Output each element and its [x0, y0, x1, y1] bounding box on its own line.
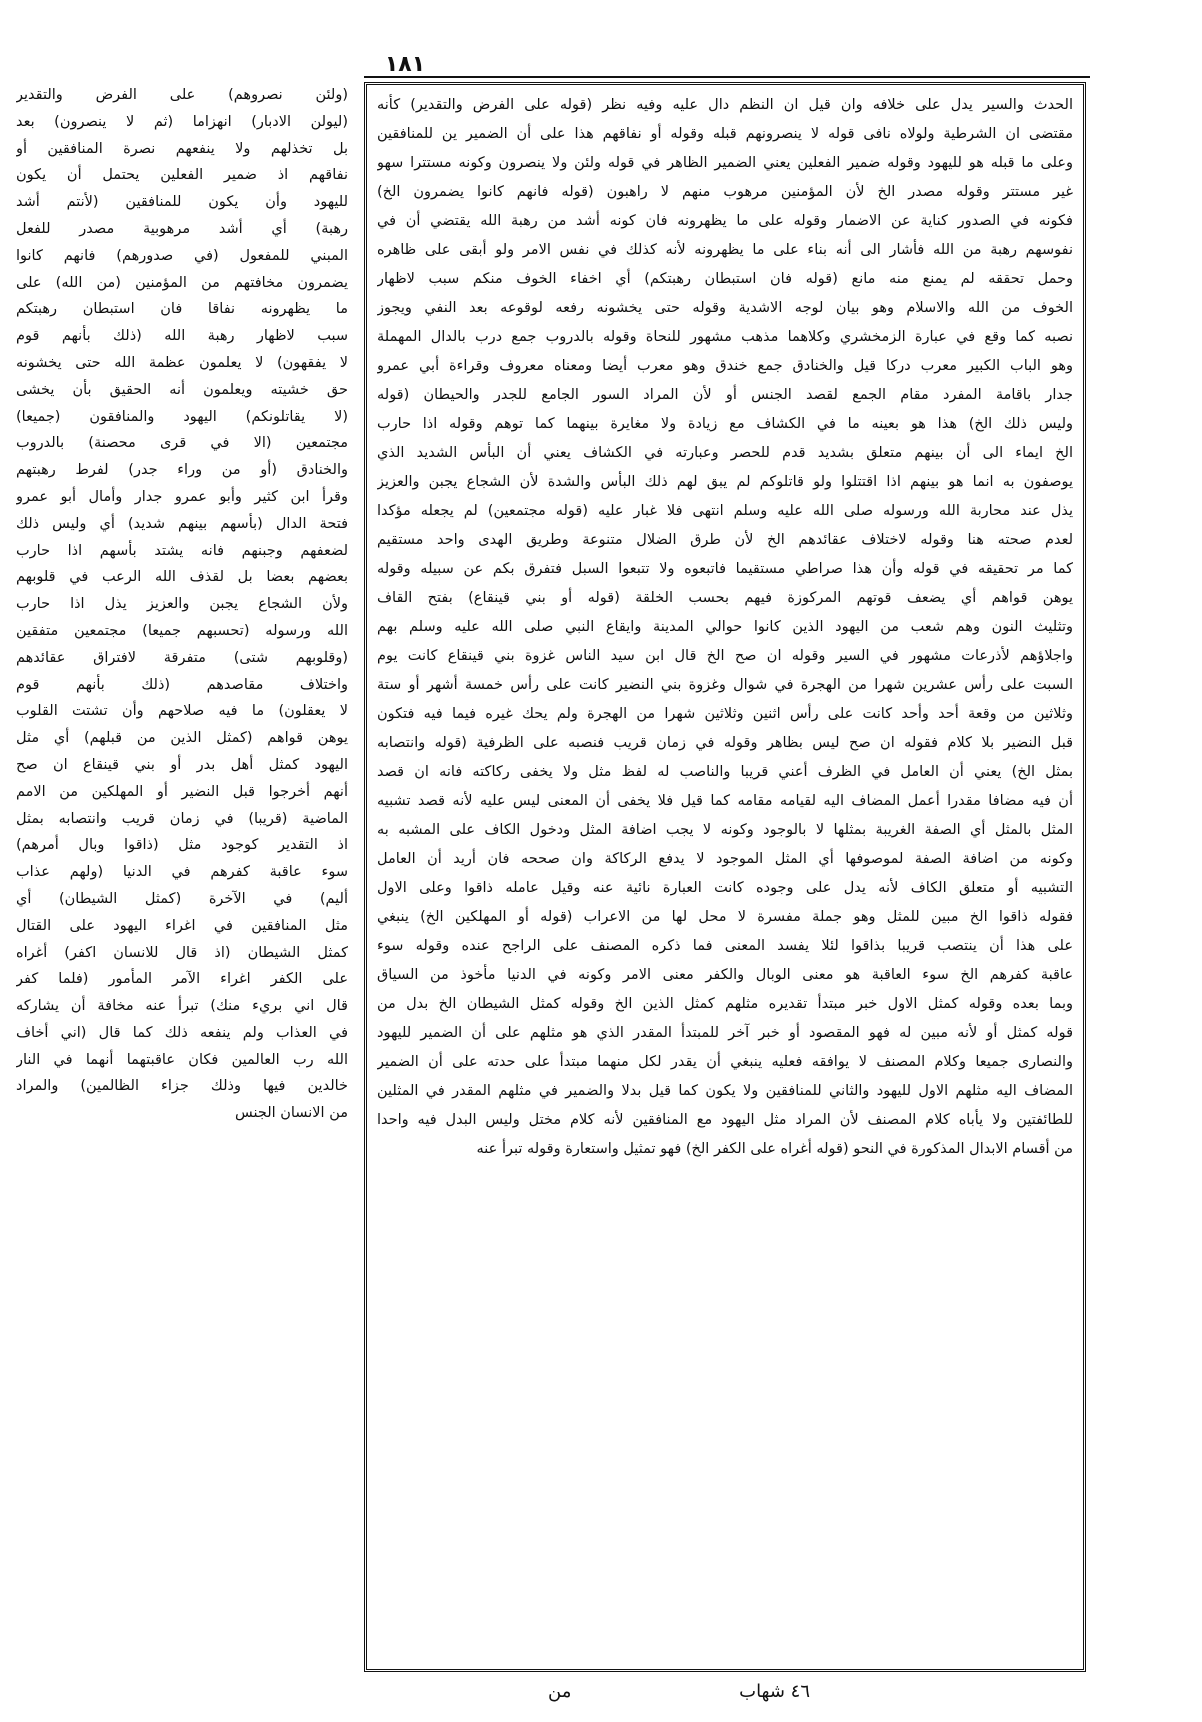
tafsir-line: سبب لاظهار رهبة الله (ذلك بأنهم قوم	[16, 328, 348, 345]
tafsir-line: والخنادق (أو من وراء جدر) لفرط رهبتهم	[16, 462, 348, 479]
tafsir-line: نفاقهم اذ ضمير الفعلين يحتمل أن يكون	[16, 167, 348, 184]
commentary-line: يوهن قواهم أي يضعف قوتهم المركوزة فيهم بحسب الخلقة (قوله أو بني قينقاع) بفتح القاف	[377, 590, 1073, 606]
commentary-line: وليس ذلك الخ) هذا هو بعينه ما في الكشاف مع زيادة ولا مغايرة بينهما كما توهم وقوله اذا حارب	[377, 416, 1073, 432]
tafsir-line: (لا يقاتلونكم) اليهود والمنافقون (جميعا)	[16, 408, 348, 425]
commentary-line: واجلاؤهم لأذرعات مشهور في السير وقوله ان صح الخ قال ابن سيد الناس غزوة بني قينقاع كانت يوم	[377, 648, 1073, 664]
commentary-line: جدار باقامة المفرد مقام الجمع لقصد الجنس أو لأن المراد السور الجامع للجدر والحيطان (قوله	[377, 387, 1073, 403]
tafsir-text	[16, 82, 348, 1127]
commentary-line: والنصارى جميعا وكلام المصنف لا يوافقه فعليه ينبغي أن يقدر لكل منهما مبتدأ على حدته على أن الضمير	[377, 1054, 1073, 1070]
tafsir-line: لضعفهم وجبنهم فانه يشتد بأسهم اذا حارب	[16, 542, 348, 559]
tafsir-line: بل تخذلهم ولا ينفعهم نصرة المنافقين أو	[16, 140, 348, 157]
tafsir-line: سوء عاقبة كفرهم في الدنيا (ولهم عذاب	[16, 864, 348, 881]
footer-catchword: من	[548, 1681, 572, 1702]
commentary-line: نفوسهم رهبة من الله فأشار الى أنه بناء على ما يظهرونه لأنه كذلك في نفس الامر ولو أبقى على ظاهره	[377, 242, 1073, 258]
commentary-line: الخ ايماء الى أن بينهم متعلق بشديد قدم للحصر وعبارته في الكشاف يعني أن البأس الشديد الذي	[377, 445, 1073, 461]
header-rule	[364, 76, 1090, 78]
commentary-line: وتثليث النون وهم شعب من اليهود الذين كانوا حوالي المدينة وايقاع النبي صلى الله عليه وسلم بهم	[377, 619, 1073, 635]
commentary-line: السبت على رأس عشرين شهرا من الهجرة في شوال وغزوة بني النضير كانت على رأس خمسة أشهر أو ستة	[377, 677, 1073, 693]
commentary-line: وثلاثين من وقعة أحد وأحد كانت على رأس اثنين وثلاثين شهرا من الهجرة ولم يحك غيره فيما فيه فتكون	[377, 706, 1073, 722]
commentary-line: عاقبة كفرهم الخ سوء العاقبة هو معنى الوبال والكفر معنى الامر وكونه في الدنيا مأخوذ من السياق	[377, 967, 1073, 983]
commentary-line: وهو الباب الكبير معرب دركا قيل والخنادق جمع خندق وهو معرب أيضا ومعناه معروف وقراءة أبي عمرو	[377, 358, 1073, 374]
commentary-line: على هذا أن ينتصب قريبا بذاقوا لئلا يفسد المعنى فما ذكره المصنف على الراجح عنده وقوله سوء	[377, 938, 1073, 954]
commentary-line: للطائفتين ولا يأباه كلام المصنف لأن المراد مثل اليهود مع المنافقين لأنه كلام مختل وليس البدل فيه واحدا	[377, 1112, 1073, 1128]
tafsir-line: واختلاف مقاصدهم (ذلك بأنهم قوم	[16, 676, 348, 693]
tafsir-line: أليم) في الآخرة (كمثل الشيطان) أي	[16, 890, 348, 907]
commentary-line: أن فيه مضافا مقدرا أعمل المضاف اليه لقيامه مقامه كما قيل فلا يخفى أن المعنى ليس عليه لأنه قصد تشبيه	[377, 793, 1073, 809]
tafsir-line: اذ التقدير كوجود مثل (ذاقوا وبال أمرهم)	[16, 837, 348, 854]
commentary-text	[377, 91, 1073, 1164]
commentary-line: قوله كمثل أو لأنه مبين له فهو المقصود أو خبر آخر للمبتدأ المقدر الذي هو مثلهم على أن الضمير لليهود	[377, 1025, 1073, 1041]
tafsir-line: أنهم أخرجوا قبل النضير أو المهلكين من الامم	[16, 783, 348, 800]
tafsir-line: الماضية (قريبا) في زمان قريب وانتصابه بمثل	[16, 810, 348, 827]
tafsir-line: (ولئن نصروهم) على الفرض والتقدير	[16, 87, 348, 103]
commentary-line: المضاف اليه مثلهم الاول لليهود والثاني للمنافقين ولا يكون كما قيل بدلا والضمير في مثلهم المقدر في المثلين	[377, 1083, 1073, 1099]
commentary-line: فقوله ذاقوا الخ مبين للمثل وهو جملة مفسرة لا محل لها من الاعراب (قوله أو المهلكين الخ) ينبغي	[377, 909, 1073, 925]
tafsir-line: حق خشيته ويعلمون أنه الحقيق بأن يخشى	[16, 381, 348, 398]
commentary-line: من أقسام الابدال المذكورة في النحو (قوله أغراه على الكفر الخ) فهو تمثيل واستعارة وقوله تبرأ عنه	[476, 1141, 1073, 1157]
tafsir-line: يضمرون مخافتهم من المؤمنين (من الله) على	[16, 274, 348, 291]
tafsir-line: فتحة الدال (بأسهم بينهم شديد) أي وليس ذلك	[16, 515, 348, 532]
commentary-line: قبل النضير بلا كلام فقوله ان صح ليس بظاهر وقوله في زمان قريب فنصبه على الظرفية (قوله وانتصابه	[377, 735, 1073, 751]
tafsir-line: ولأن الشجاع يجبن والعزيز يذل اذا حارب	[16, 596, 348, 613]
page-number: ١٨١	[384, 52, 426, 77]
tafsir-line: وقرأ ابن كثير وأبو عمرو جدار وأمال أبو عمرو	[16, 488, 348, 505]
tafsir-line: على الكفر اغراء الآمر المأمور (فلما كفر	[16, 971, 348, 988]
tafsir-line: لا يفقهون) لا يعلمون عظمة الله حتى يخشونه	[16, 354, 348, 371]
tafsir-line: كمثل الشيطان (اذ قال للانسان اكفر) أغراه	[16, 944, 348, 961]
commentary-line: كما مر تحقيقه في قوله وأن هذا صراطي مستقيما فاتبعوه ولا تتبعوا السبل فتفرق بكم عن سبيله وقوله	[377, 561, 1073, 577]
tafsir-line: (وقلوبهم شتى) متفرقة لافتراق عقائدهم	[16, 649, 348, 666]
tafsir-line: لليهود وأن يكون للمنافقين (لأنتم أشد	[16, 194, 348, 211]
page-footer	[364, 1676, 1090, 1708]
commentary-line: المثل بالمثل أي الصفة الغريبة بمثلها لا بالوجود وكونه لا يجب اضافة المثل ودخول الكاف على المشبه به	[377, 822, 1073, 838]
commentary-line: الخوف من الله والاسلام وهو بيان لوجه الاشدية وقوله حتى يخشونه رفعه لوقوعه بعد النفي ويجوز	[377, 300, 1073, 316]
commentary-line: التشبيه أو متعلق الكاف لأنه يدل على وجوده كانت العبارة نائية عنه وقيل عامله ذاقوا وعلى الاول	[377, 880, 1073, 896]
commentary-line: غير مستتر وقوله مصدر الخ لأن المؤمنين مرهوب منهم لا راهبون (قوله فانهم كانوا يضمرون الخ)	[377, 184, 1073, 200]
tafsir-line: اليهود كمثل أهل بدر أو بني قينقاع ان صح	[16, 756, 348, 773]
tafsir-line: مجتمعين (الا في قرى محصنة) بالدروب	[16, 435, 348, 452]
tafsir-line: ما يظهرونه نفاقا فان استبطان رهبتكم	[16, 301, 348, 318]
tafsir-line: الله ورسوله (تحسبهم جميعا) مجتمعين متفقين	[16, 622, 348, 639]
commentary-line: يذل عند محاربة الله ورسوله صلى الله عليه وسلم انتهى فلا غبار عليه (قوله مجتمعين) لم يجعله مؤكدا	[377, 503, 1073, 519]
tafsir-line: قال اني بريء منك) تبرأ عنه مخافة أن يشاركه	[16, 998, 348, 1015]
quran-tafsir-column	[16, 82, 348, 1722]
commentary-line: وعلى ما قبله هو لليهود وقوله ضمير الفعلين يعني الضمير الظاهر في قوله ولئن ولا ينصرون وكونه مستترا سهو	[377, 155, 1073, 171]
commentary-line: وبما بعده وقوله كمثل الاول خبر مبتدأ تقديره مثلهم كمثل الذين الخ وقوله كمثل الشيطان الخ بدل من	[377, 996, 1073, 1012]
commentary-frame	[364, 82, 1086, 1672]
commentary-line: فكونه في الصدور كناية عن الاضمار وقوله على ما يظهرونه فان كونه أشد من رهبة الله يقتضي أن في	[377, 213, 1073, 229]
tafsir-line: يوهن قواهم (كمثل الذين من قبلهم) أي مثل	[16, 730, 348, 747]
tafsir-line: لا يعقلون) ما فيه صلاحهم وأن تشتت القلوب	[16, 703, 348, 720]
footer-signature: ٤٦ شهاب	[739, 1681, 810, 1702]
commentary-line: يوصفون به انما هو بينهم اذا اقتتلوا ولو قاتلوكم لم يبق لهم ذلك البأس والشدة لأن الشجاع يجبن والعزيز	[377, 474, 1073, 490]
commentary-line: لعدم صحته هنا وقوله لاختلاف عقائدهم الخ لأن طرق الضلال متنوعة وطريق الهدى واحد مستقيم	[377, 532, 1073, 548]
tafsir-line: الله رب العالمين فكان عاقبتهما أنهما في النار	[16, 1051, 348, 1068]
tafsir-line: مثل المنافقين في اغراء اليهود على القتال	[16, 917, 348, 934]
tafsir-line: من الانسان الجنس	[234, 1105, 348, 1122]
tafsir-line: (ليولن الادبار) انهزاما (ثم لا ينصرون) بعد	[16, 113, 348, 130]
tafsir-line: في العذاب ولم ينفعه ذلك كما قال (اني أخاف	[16, 1024, 348, 1041]
commentary-line: وحمل تحققه لم يمنع منه مانع (قوله فان استبطان رهبتكم) أي اخفاء الخوف منكم سبب لاظهار	[377, 271, 1073, 287]
commentary-line: وكونه من اضافة الصفة لموصوفها أي المثل الموجود لا يدفع الركاكة وان صححه فان أريد أن العامل	[377, 851, 1073, 867]
tafsir-line: خالدين فيها وذلك جزاء الظالمين) والمراد	[16, 1078, 348, 1095]
commentary-line: بمثل الخ) يعني أن العامل في الظرف أعني قريبا والناصب له لفظ مثل ولا يخفى ركاكته فانه ان قصد	[377, 764, 1073, 780]
commentary-line: نصبه كما وقع في عبارة الزمخشري وكلاهما مذهب مشهور للنحاة وقوله بالدروب جمع درب بالدال المهملة	[377, 329, 1073, 345]
tafsir-line: رهبة) أي أشد مرهوبية مصدر للفعل	[16, 220, 348, 237]
tafsir-line: المبني للمفعول (في صدورهم) فانهم كانوا	[16, 247, 348, 264]
commentary-line: الحدث والسير يدل على خلافه وان قيل ان النظم دال عليه وفيه نظر (قوله على الفرض والتقدير) كأنه	[377, 97, 1073, 113]
tafsir-line: بعضهم بعضا بل لقذف الله الرعب في قلوبهم	[16, 569, 348, 586]
commentary-line: مقتضى ان الشرطية ولولاه نافى قوله لا ينصرونهم قبله وقوله أو نفاقهم هذا على أن الضمير ين للمنافقين	[377, 126, 1073, 142]
